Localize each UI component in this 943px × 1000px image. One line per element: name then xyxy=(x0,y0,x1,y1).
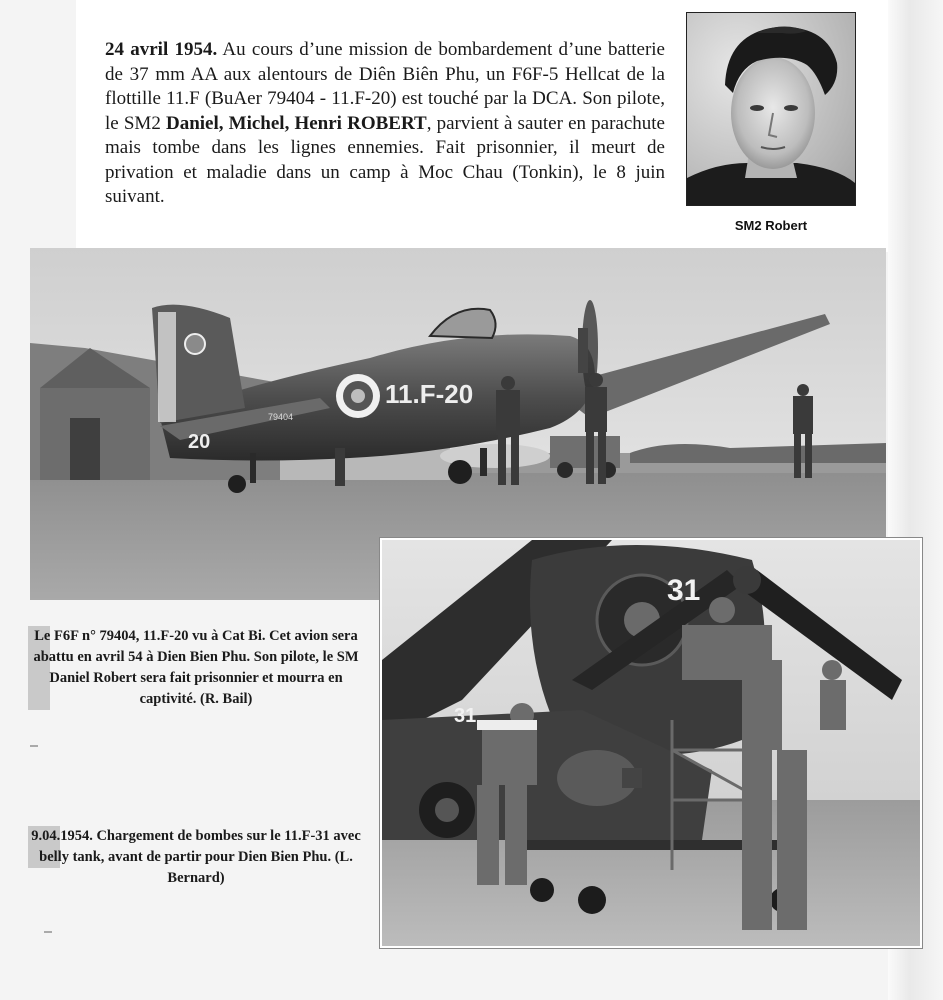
bomb-loading-illustration xyxy=(382,540,920,946)
crop-mark xyxy=(44,931,52,933)
bomb-loading-photo xyxy=(380,538,922,948)
nose-code: 31 xyxy=(667,574,701,607)
tank-code: 31 xyxy=(454,705,477,727)
portrait-illustration xyxy=(687,13,855,205)
hellcat-photo-caption: Le F6F n° 79404, 11.F-20 vu à Cat Bi. Cet avion sera abattu en avril 54 à Dien Bien Phu. Son pilote, le SM Daniel Robert sera fait prisonnier et mourra en captivité. (R. Bail) xyxy=(33,628,359,707)
intro-text-part-2: , parvient à sauter en parachute mais tombe dans les lignes ennemies. Fait prisonnier, il meurt de privation et maladie dans un camp à Moc Chau (Tonkin), le 8 juin suivant. xyxy=(105,112,665,207)
intro-text-part-1: Au cours d’une mission de bombardement d’une batterie de 37 mm AA aux alentours de Diên Biên Phu, un F6F-5 Hellcat de la flottille 11.F (BuAer 79404 - 11.F-20) est touché par la DCA. Son pilote, le SM2 xyxy=(105,39,665,134)
fuselage-code: 11.F-20 xyxy=(385,379,474,409)
aircraft-serial: 79404 xyxy=(268,412,294,422)
pilot-portrait-photo xyxy=(686,12,856,206)
pilot-name: Daniel, Michel, Henri ROBERT xyxy=(165,112,427,134)
portrait-caption: SM2 Robert xyxy=(734,218,808,233)
crop-mark xyxy=(30,745,38,747)
tail-number: 20 xyxy=(188,431,211,453)
bomb-loading-caption: 9.04.1954. Chargement de bombes sur le 11.F-31 avec belly tank, avant de partir pour Dien Bien Phu. (L. Bernard) xyxy=(31,828,361,886)
intro-date: 24 avril 1954. xyxy=(105,39,218,60)
intro-paragraph xyxy=(105,38,665,210)
